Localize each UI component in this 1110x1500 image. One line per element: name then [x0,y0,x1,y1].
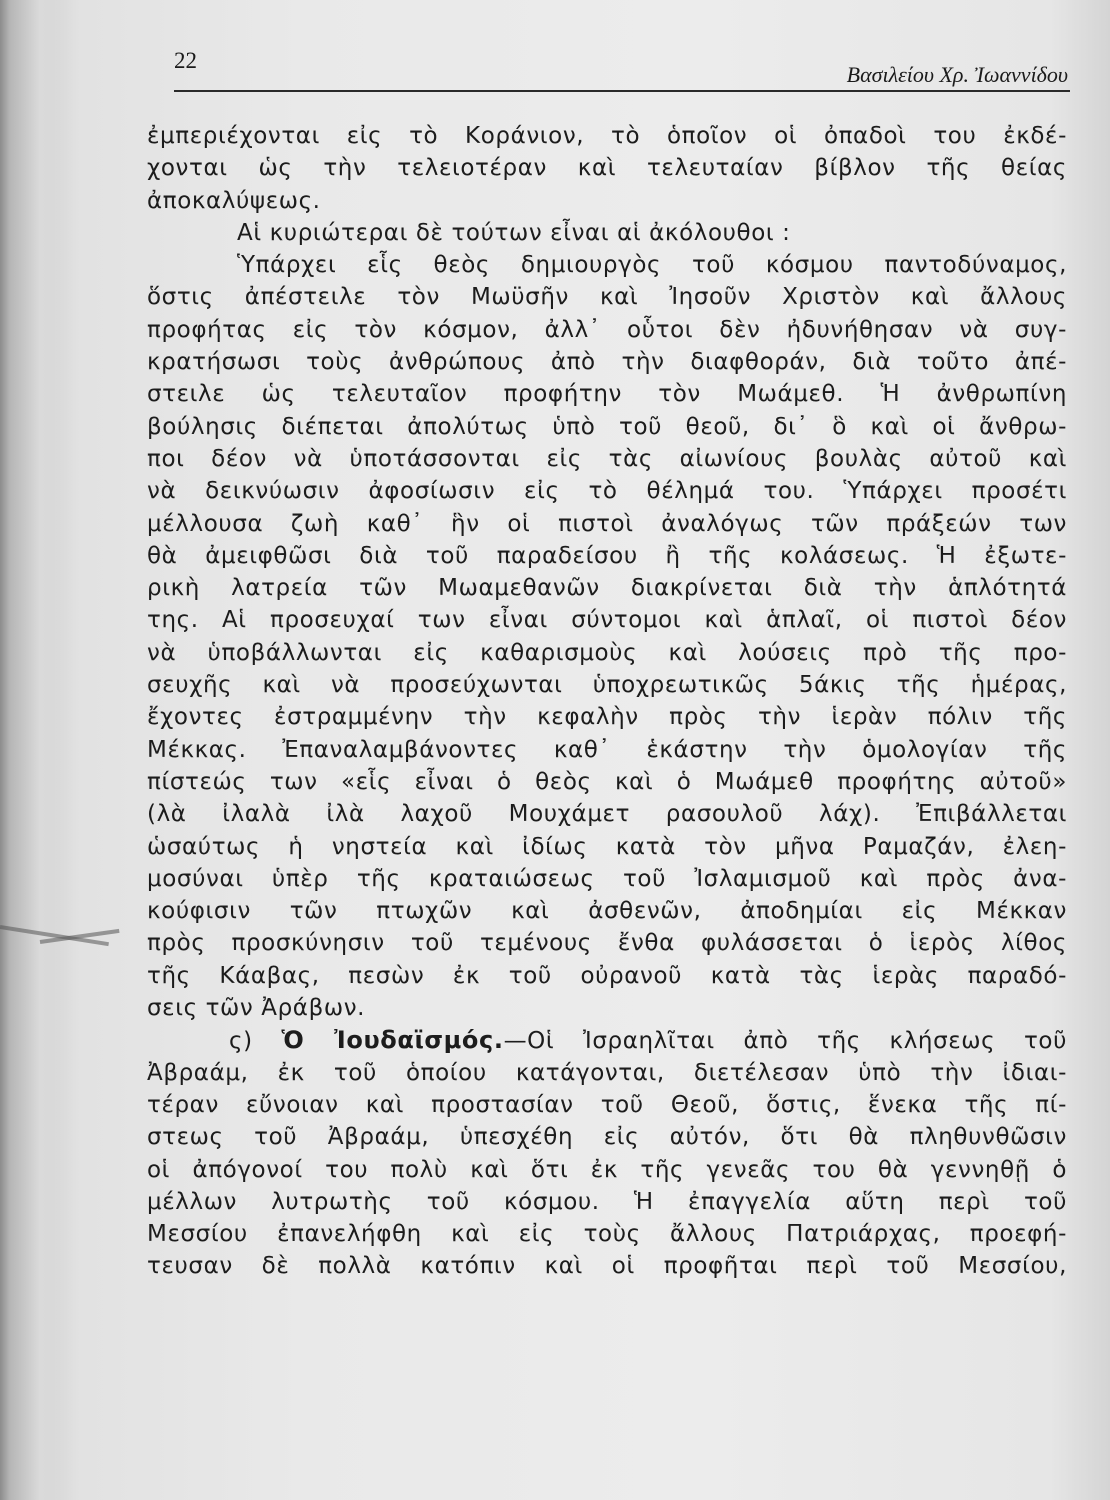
text-line: πρὸς προσκύνησιν τοῦ τεμένους ἔνθα φυλάσσεται ὁ ἱερὸς λίθος [147,930,1067,957]
text-line: ἐμπεριέχονται εἰς τὸ Κοράνιον, τὸ ὁποῖον οἱ ὀπαδοὶ του ἐκδέ- [147,123,1067,149]
text-line: μοσύναι ὑπὲρ τῆς κραταιώσεως τοῦ Ἰσλαμισμοῦ καὶ πρὸς ἀνα- [147,865,1067,892]
text-line: κούφισιν τῶν πτωχῶν καὶ ἀσθενῶν, ἀποδημίαι εἰς Μέκκαν [147,898,1067,925]
text-line: Μέκκας. Ἐπαναλαμβάνοντες καθ᾽ ἑκάστην τὴν ὁμολογίαν τῆς [147,736,1067,763]
text-line: (λὰ ἰλαλὰ ἰλὰ λαχοῦ Μουχάμετ ρασουλοῦ λάχ). Ἐπιβάλλεται [147,801,1067,828]
text-line: ὅστις ἀπέστειλε τὸν Μωϋσῆν καὶ Ἰησοῦν Χριστὸν καὶ ἄλλους [147,284,1067,311]
text-line: οἱ ἀπόγονοί του πολὺ καὶ ὅτι ἐκ τῆς γενεᾶς του θὰ γεννηθῇ ὁ [147,1156,1067,1183]
text-line: Αἱ κυριώτεραι δὲ τούτων εἶναι αἱ ἀκόλουθοι : [237,219,791,246]
running-header-author: Βασιλείου Χρ. Ἰωαννίδου [846,62,1068,87]
text-line: της. Αἱ προσευχαί των εἶναι σύντομοι καὶ ἁπλαῖ, οἱ πιστοὶ δέον [147,607,1067,634]
running-header [174,42,1074,92]
text-line: τέραν εὔνοιαν καὶ προστασίαν τοῦ Θεοῦ, ὅστις, ἕνεκα τῆς πί- [147,1091,1067,1118]
section-heading: Ὁ Ἰουδαϊσμός. [281,1026,504,1055]
section-heading-line [147,1024,1067,1056]
text-line: ποι δέον νὰ ὑποτάσσονται εἰς τὰς αἰωνίους βουλὰς αὐτοῦ καὶ [147,445,1067,472]
header-rule [174,90,1070,92]
binding-gutter-shadow [0,0,72,1500]
text-line: Ὑπάρχει εἷς θεὸς δημιουργὸς τοῦ κόσμου παντοδύναμος, [237,252,1067,279]
text-line: Μεσσίου ἐπανελήφθη καὶ εἰς τοὺς ἄλλους Πατριάρχας, προεφή- [147,1221,1067,1248]
text-line: πίστεώς των «εἷς εἶναι ὁ θεὸς καὶ ὁ Μωάμεθ προφήτης αὐτοῦ» [147,768,1067,795]
text-line: προφήτας εἰς τὸν κόσμον, ἀλλ᾽ οὗτοι δὲν ἠδυνήθησαν νὰ συγ- [147,316,1067,343]
text-line: θὰ ἀμειφθῶσι διὰ τοῦ παραδείσου ἢ τῆς κολάσεως. Ἡ ἐξωτε- [147,542,1067,569]
page-number: 22 [174,48,197,73]
section-number: ς) [229,1028,253,1055]
text-line: σευχῆς καὶ νὰ προσεύχωνται ὑποχρεωτικῶς 5άκις τῆς ἡμέρας, [147,672,1067,699]
text-line: νὰ ὑποβάλλωνται εἰς καθαρισμοὺς καὶ λούσεις πρὸ τῆς προ- [147,639,1067,666]
text-line: χονται ὡς τὴν τελειοτέραν καὶ τελευταίαν βίβλον τῆς θείας [147,155,1067,182]
section-first-line: —Οἱ Ἰσραηλῖται ἀπὸ τῆς κλήσεως τοῦ [503,1028,1068,1055]
text-line: κρατήσωσι τοὺς ἀνθρώπους ἀπὸ τὴν διαφθοράν, διὰ τοῦτο ἀπέ- [147,349,1067,376]
text-line: στεως τοῦ Ἀβραάμ, ὑπεσχέθη εἰς αὐτόν, ὅτι θὰ πληθυνθῶσιν [147,1124,1067,1151]
text-line: νὰ δεικνύωσιν ἀφοσίωσιν εἰς τὸ θέλημά του. Ὑπάρχει προσέτι [147,478,1067,505]
text-line: μέλλουσα ζωὴ καθ᾽ ἣν οἱ πιστοὶ ἀναλόγως τῶν πράξεών των [147,510,1067,537]
text-line: ἔχοντες ἐστραμμένην τὴν κεφαλὴν πρὸς τὴν ἱερὰν πόλιν τῆς [147,704,1067,731]
text-line: τῆς Κάαβας, πεσὼν ἐκ τοῦ οὐρανοῦ κατὰ τὰς ἱερὰς παραδό- [147,962,1067,989]
text-line: ὡσαύτως ἡ νηστεία καὶ ἰδίως κατὰ τὸν μῆνα Ραμαζάν, ἐλεη- [147,833,1067,860]
text-line: ἀποκαλύψεως. [147,187,321,214]
text-line: σεις τῶν Ἀράβων. [147,995,366,1022]
body-text [147,120,1067,1283]
text-line: τευσαν δὲ πολλὰ κατόπιν καὶ οἱ προφῆται περὶ τοῦ Μεσσίου, [147,1253,1067,1280]
text-line: βούλησις διέπεται ἀπολύτως ὑπὸ τοῦ θεοῦ, δι᾽ ὃ καὶ οἱ ἄνθρω- [147,413,1067,440]
text-line: ρικὴ λατρεία τῶν Μωαμεθανῶν διακρίνεται διὰ τὴν ἁπλότητά [147,575,1067,602]
text-line: Ἀβραάμ, ἐκ τοῦ ὁποίου κατάγονται, διετέλεσαν ὑπὸ τὴν ἰδιαι- [147,1059,1067,1086]
text-line: στειλε ὡς τελευταῖον προφήτην τὸν Μωάμεθ. Ἡ ἀνθρωπίνη [147,381,1067,408]
text-line: μέλλων λυτρωτὴς τοῦ κόσμου. Ἡ ἐπαγγελία αὕτη περὶ τοῦ [147,1188,1067,1215]
